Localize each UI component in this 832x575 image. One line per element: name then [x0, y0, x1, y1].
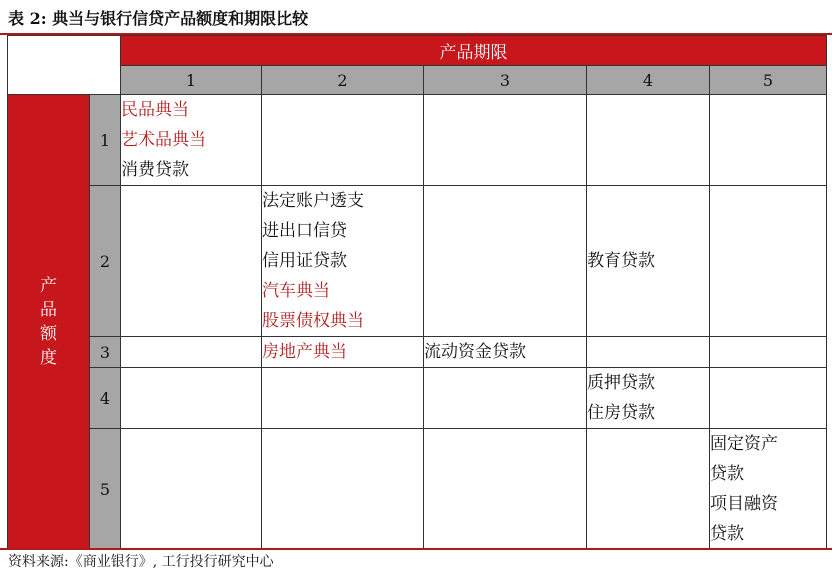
cell-r3c3: [424, 337, 587, 368]
cell-item: 流动资金贷款: [424, 342, 526, 362]
cell-item: 进出口信贷: [262, 221, 347, 241]
cell-r5c1: [121, 429, 262, 550]
cell-r3c2: [262, 337, 424, 368]
cell-r3c5: [710, 337, 827, 368]
table-title: 表 2: 典当与银行信贷产品额度和期限比较: [8, 9, 309, 28]
cell-r4c5: [710, 368, 827, 429]
cell-r5c2: [262, 429, 424, 550]
cell-item: 质押贷款: [587, 373, 655, 393]
source-note: 资料来源:《商业银行》, 工行投行研究中心: [8, 554, 274, 570]
cell-r1c4: [587, 95, 710, 186]
column-group-header: 产品期限: [121, 36, 827, 66]
comparison-table: [7, 35, 827, 550]
cell-item: 民品典当: [121, 100, 189, 120]
row-number-2: 2: [90, 186, 121, 337]
column-number-1: 1: [121, 66, 262, 95]
cell-item: 贷款: [710, 464, 744, 484]
cell-r2c2: [262, 186, 424, 337]
cell-item: 住房贷款: [587, 403, 655, 423]
cell-item: 项目融资: [710, 494, 778, 514]
cell-r5c3: [424, 429, 587, 550]
cell-item: 法定账户透支: [262, 191, 364, 211]
row-number-4: 4: [90, 368, 121, 429]
column-number-4: 4: [587, 66, 710, 95]
row-group-header: [8, 95, 90, 550]
cell-r2c4: [587, 186, 710, 337]
cell-r2c5: [710, 186, 827, 337]
column-number-5: 5: [710, 66, 827, 95]
cell-item: 贷款: [710, 524, 744, 544]
cell-item: 艺术品典当: [121, 130, 206, 150]
row-number-5: 5: [90, 429, 121, 550]
cell-r1c2: [262, 95, 424, 186]
cell-r3c1: [121, 337, 262, 368]
cell-item: 房地产典当: [262, 342, 347, 362]
cell-r4c2: [262, 368, 424, 429]
cell-item: 固定资产: [710, 434, 778, 454]
bottom-rule: [0, 548, 832, 550]
cell-r5c4: [587, 429, 710, 550]
cell-item: 信用证贷款: [262, 251, 347, 271]
cell-r5c5: [710, 429, 827, 550]
row-number-3: 3: [90, 337, 121, 368]
cell-r1c3: [424, 95, 587, 186]
cell-item: 教育贷款: [587, 251, 655, 271]
cell-r4c4: [587, 368, 710, 429]
cell-item: 汽车典当: [262, 281, 330, 301]
cell-item: 消费贷款: [121, 160, 189, 180]
cell-r4c1: [121, 368, 262, 429]
cell-r3c4: [587, 337, 710, 368]
corner-cell: [8, 36, 121, 95]
cell-r4c3: [424, 368, 587, 429]
cell-r1c5: [710, 95, 827, 186]
row-group-header-text: 产品额度: [40, 276, 57, 368]
column-number-3: 3: [424, 66, 587, 95]
cell-item: 股票债权典当: [262, 311, 364, 331]
cell-r2c1: [121, 186, 262, 337]
cell-r2c3: [424, 186, 587, 337]
row-number-1: 1: [90, 95, 121, 186]
cell-r1c1: [121, 95, 262, 186]
column-number-2: 2: [262, 66, 424, 95]
